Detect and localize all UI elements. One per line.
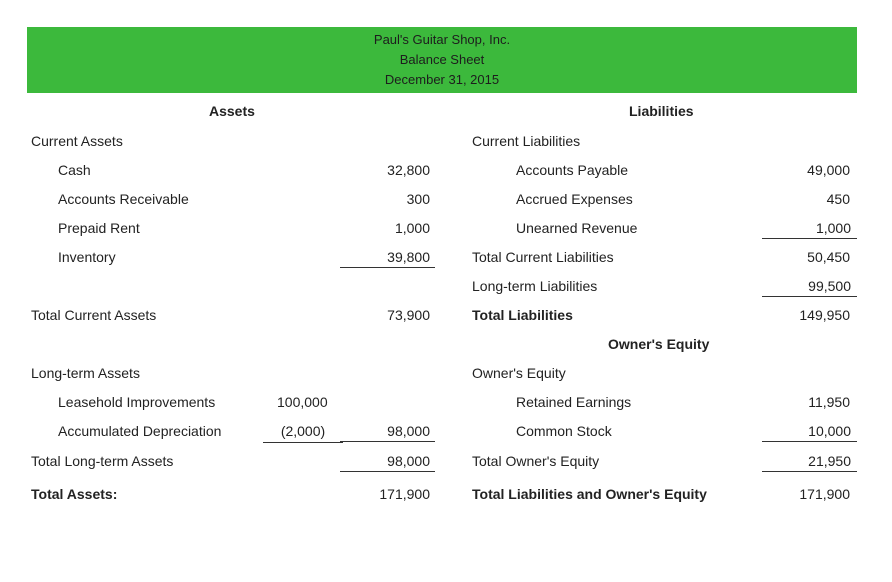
- prepaid-rent-value: 1,000: [394, 220, 430, 236]
- accounts-receivable-label: Accounts Receivable: [58, 191, 189, 207]
- total-liabilities-value: 149,950: [799, 307, 850, 323]
- retained-earnings-value: 11,950: [808, 394, 850, 410]
- common-stock-label: Common Stock: [516, 423, 612, 439]
- unearned-revenue-value: 1,000: [762, 219, 857, 239]
- sheet-date: December 31, 2015: [384, 72, 500, 87]
- total-current-assets-label: Total Current Assets: [31, 307, 157, 323]
- leasehold-label: Leasehold Improvements: [58, 394, 216, 410]
- retained-earnings-label: Retained Earnings: [516, 394, 632, 410]
- prepaid-rent-label: Prepaid Rent: [58, 220, 140, 236]
- cash-value: 32,800: [387, 162, 430, 178]
- longterm-liabilities-value: 99,500: [762, 277, 857, 297]
- owners-equity-heading: Owner's Equity: [608, 336, 710, 352]
- depreciation-value: (2,000): [263, 422, 343, 443]
- common-stock-value: 10,000: [762, 422, 857, 442]
- current-assets-heading: Current Assets: [31, 133, 123, 149]
- balance-sheet-header: [27, 27, 857, 93]
- inventory-label: Inventory: [58, 249, 116, 265]
- sheet-title: Balance Sheet: [399, 52, 485, 67]
- depreciation-net-value: 98,000: [340, 422, 435, 442]
- total-longterm-assets-label: Total Long-term Assets: [31, 453, 174, 469]
- longterm-liabilities-label: Long-term Liabilities: [472, 278, 598, 294]
- total-longterm-assets-value: 98,000: [340, 452, 435, 472]
- accrued-expenses-label: Accrued Expenses: [516, 191, 633, 207]
- unearned-revenue-label: Unearned Revenue: [516, 220, 638, 236]
- assets-heading: Assets: [209, 103, 255, 119]
- total-liabilities-label: Total Liabilities: [472, 307, 573, 323]
- total-current-assets-value: 73,900: [387, 307, 430, 323]
- total-liabilities-equity-label: Total Liabilities and Owner's Equity: [472, 486, 707, 502]
- accounts-receivable-value: 300: [406, 191, 430, 207]
- current-liabilities-heading: Current Liabilities: [472, 133, 581, 149]
- liabilities-heading: Liabilities: [629, 103, 694, 119]
- accounts-payable-label: Accounts Payable: [516, 162, 629, 178]
- total-assets-label: Total Assets:: [31, 486, 118, 502]
- total-current-liabilities-value: 50,450: [807, 249, 850, 265]
- total-owners-equity-value: 21,950: [762, 452, 857, 472]
- cash-label: Cash: [58, 162, 91, 178]
- leasehold-value: 100,000: [277, 394, 328, 410]
- owners-equity-subheading: Owner's Equity: [472, 365, 566, 381]
- depreciation-label: Accumulated Depreciation: [58, 423, 222, 439]
- total-owners-equity-label: Total Owner's Equity: [472, 453, 600, 469]
- longterm-assets-heading: Long-term Assets: [31, 365, 140, 381]
- accounts-payable-value: 49,000: [807, 162, 850, 178]
- accrued-expenses-value: 450: [826, 191, 850, 207]
- total-current-liabilities-label: Total Current Liabilities: [472, 249, 614, 265]
- total-liabilities-equity-value: 171,900: [799, 486, 850, 502]
- inventory-value: 39,800: [340, 248, 435, 268]
- total-assets-value: 171,900: [379, 486, 430, 502]
- company-name: Paul's Guitar Shop, Inc.: [373, 32, 511, 47]
